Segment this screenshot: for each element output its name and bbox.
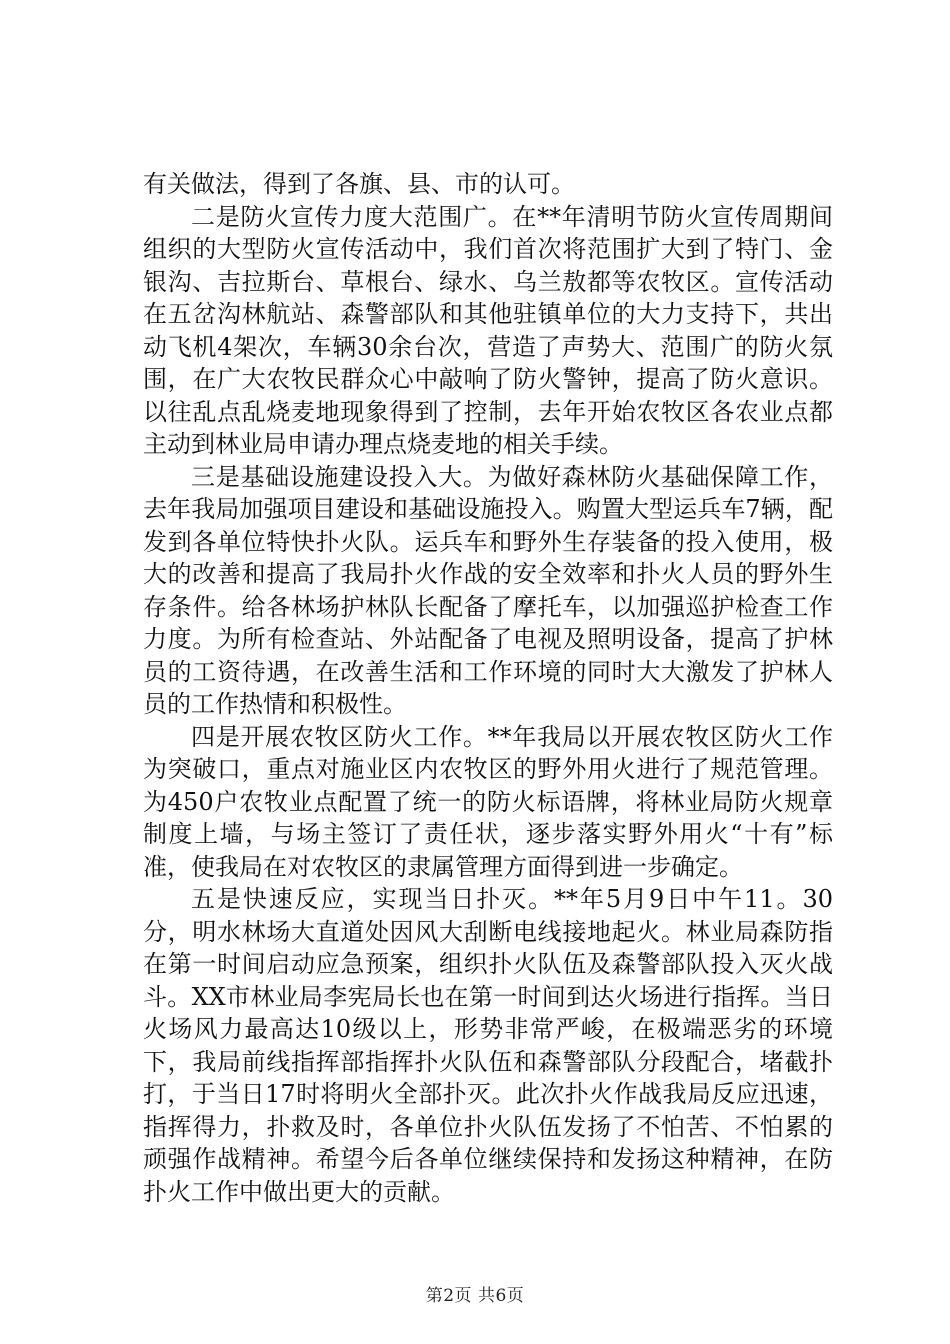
document-body	[143, 168, 833, 1208]
paragraph-pastoral-fire-prevention: 四是开展农牧区防火工作。**年我局以开展农牧区防火工作为突破口，重点对施业区内农牧区的野外用火进行了规范管理。为450户农牧业点配置了统一的防火标语牌，将林业局防火规章制度上墙，与场主签订了责任状，逐步落实野外用火“十有”标准，使我局在对农牧区的隶属管理方面得到进一步确定。	[143, 722, 833, 881]
paragraph-infrastructure: 三是基础设施建设投入大。为做好森林防火基础保障工作，去年我局加强项目建设和基础设施投入。购置大型运兵车7辆，配发到各单位特快扑火队。运兵车和野外生存装备的投入使用，极大的改善和提高了我局扑火作战的安全效率和扑火人员的野外生存条件。给各林场护林队长配备了摩托车，以加强巡护检查工作力度。为所有检查站、外站配备了电视及照明设备，提高了护林员的工资待遇，在改善生活和工作环境的同时大大激发了护林人员的工作热情和积极性。	[143, 462, 833, 718]
page-number-footer: 第2页 共6页	[425, 1286, 525, 1306]
paragraph-publicity: 二是防火宣传力度大范围广。在**年清明节防火宣传周期间组织的大型防火宣传活动中，我们首次将范围扩大到了特门、金银沟、吉拉斯台、草根台、绿水、乌兰敖都等农牧区。宣传活动在五岔沟林航站、森警部队和其他驻镇单位的大力支持下，共出动飞机4架次，车辆30余台次，营造了声势大、范围广的防火氛围，在广大农牧民群众心中敲响了防火警钟，提高了防火意识。以往乱点乱烧麦地现象得到了控制，去年开始农牧区各农业点都主动到林业局申请办理点烧麦地的相关手续。	[143, 202, 833, 458]
paragraph-rapid-response: 五是快速反应，实现当日扑灭。**年5月9日中午11。30分，明水林场大直道处因风大刮断电线接地起火。林业局森防指在第一时间启动应急预案，组织扑火队伍及森警部队投入灭火战斗。XX市林业局李宪局长也在第一时间到达火场进行指挥。当日火场风力最高达10级以上，形势非常严峻，在极端恶劣的环境下，我局前线指挥部指挥扑火队伍和森警部队分段配合，堵截扑打，于当日17时将明火全部扑灭。此次扑火作战我局反应迅速，指挥得力，扑救及时，各单位扑火队伍发扬了不怕苦、不怕累的顽强作战精神。希望今后各单位继续保持和发扬这种精神，在防扑火工作中做出更大的贡献。	[143, 885, 833, 1206]
paragraph-continuation: 有关做法，得到了各旗、县、市的认可。	[143, 170, 575, 198]
